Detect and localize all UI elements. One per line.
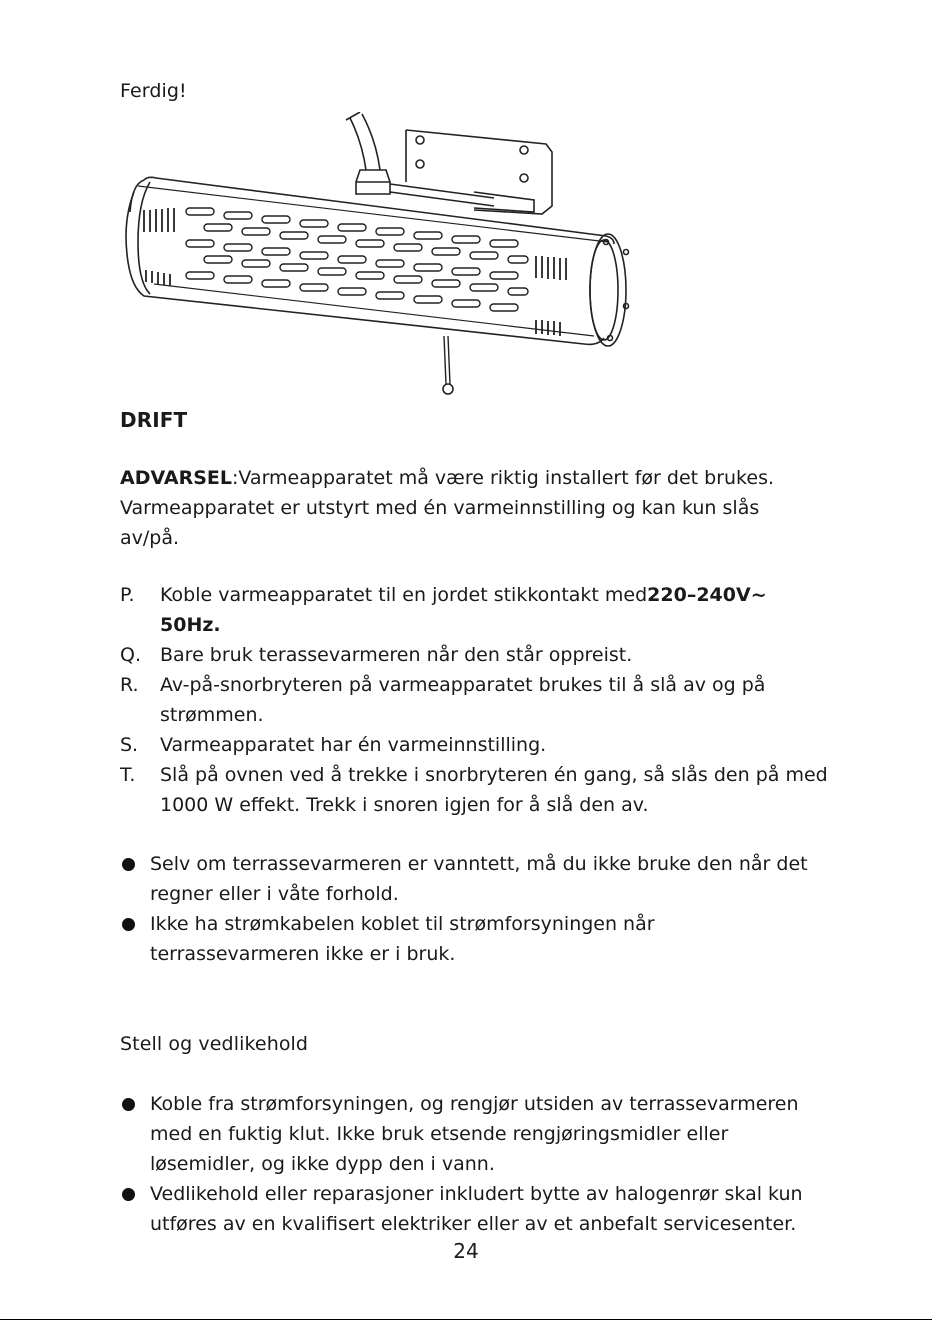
warning-line-1 — [120, 463, 774, 493]
step-text: Koble varmeapparatet til en jordet stikkontakt med — [160, 584, 648, 606]
bullet-dot-icon — [122, 1188, 135, 1201]
step-marker: T. — [120, 764, 136, 786]
bullet-text: Ikke ha strømkabelen koblet til strømforsyningen når — [150, 913, 655, 935]
list-item — [120, 1179, 860, 1239]
bottom-divider — [0, 1319, 932, 1320]
step-marker: R. — [120, 674, 139, 696]
care-bullet-list — [120, 1089, 860, 1239]
bullet-dot-icon — [122, 1098, 135, 1111]
bullet-dot-icon — [122, 918, 135, 931]
step-marker: Q. — [120, 644, 141, 666]
step-text: Varmeapparatet har én varmeinnstilling. — [160, 734, 547, 756]
step-text: Bare bruk terassevarmeren når den står oppreist. — [160, 644, 633, 666]
list-item — [120, 1089, 860, 1179]
bullet-text: utføres av en kvalifisert elektriker eller av et anbefalt servicesenter. — [150, 1213, 797, 1235]
step-text: Av-på-snorbryteren på varmeapparatet brukes til å slå av og på — [160, 674, 766, 696]
warning-text: :Varmeapparatet må være riktig installert før det brukes. — [232, 467, 775, 489]
operation-steps-list — [120, 580, 860, 820]
warning-label: ADVARSEL — [120, 467, 232, 489]
section-title-drift: DRIFT — [120, 408, 188, 432]
step-text: Slå på ovnen ved å trekke i snorbryteren én gang, så slås den på med — [160, 764, 828, 786]
step-marker: S. — [120, 734, 139, 756]
bullet-text: terrassevarmeren ikke er i bruk. — [150, 943, 456, 965]
list-item — [120, 760, 860, 820]
step-text: strømmen. — [160, 704, 264, 726]
list-item — [120, 909, 860, 969]
voltage-value: 220–240V~ — [647, 584, 767, 606]
bullet-text: Selv om terrassevarmeren er vanntett, må du ikke bruke den når det — [150, 853, 808, 875]
step-text: 1000 W effekt. Trekk i snoren igjen for å slå den av. — [160, 794, 649, 816]
safety-bullet-list — [120, 849, 860, 969]
bullet-text: med en fuktig klut. Ikke bruk etsende rengjøringsmidler eller — [150, 1123, 729, 1145]
done-text: Ferdig! — [120, 80, 187, 102]
bullet-text: løsemidler, og ikke dypp den i vann. — [150, 1153, 495, 1175]
bullet-text: regner eller i våte forhold. — [150, 883, 399, 905]
page-number: 24 — [453, 1239, 479, 1263]
list-item — [120, 730, 860, 760]
bullet-dot-icon — [122, 858, 135, 871]
warning-line-2: Varmeapparatet er utstyrt med én varmeinnstilling og kan kun slås — [120, 497, 760, 519]
list-item — [120, 670, 860, 730]
care-section-title: Stell og vedlikehold — [120, 1033, 309, 1055]
step-marker: P. — [120, 584, 135, 606]
warning-paragraph — [120, 463, 774, 553]
patio-heater-illustration — [114, 112, 638, 398]
bullet-text: Koble fra strømforsyningen, og rengjør utsiden av terrassevarmeren — [150, 1093, 799, 1115]
warning-line-3: av/på. — [120, 527, 180, 549]
list-item — [120, 640, 860, 670]
list-item — [120, 849, 860, 909]
bullet-text: Vedlikehold eller reparasjoner inkludert bytte av halogenrør skal kun — [150, 1183, 803, 1205]
frequency-value: 50Hz. — [160, 614, 221, 636]
list-item — [120, 580, 860, 640]
